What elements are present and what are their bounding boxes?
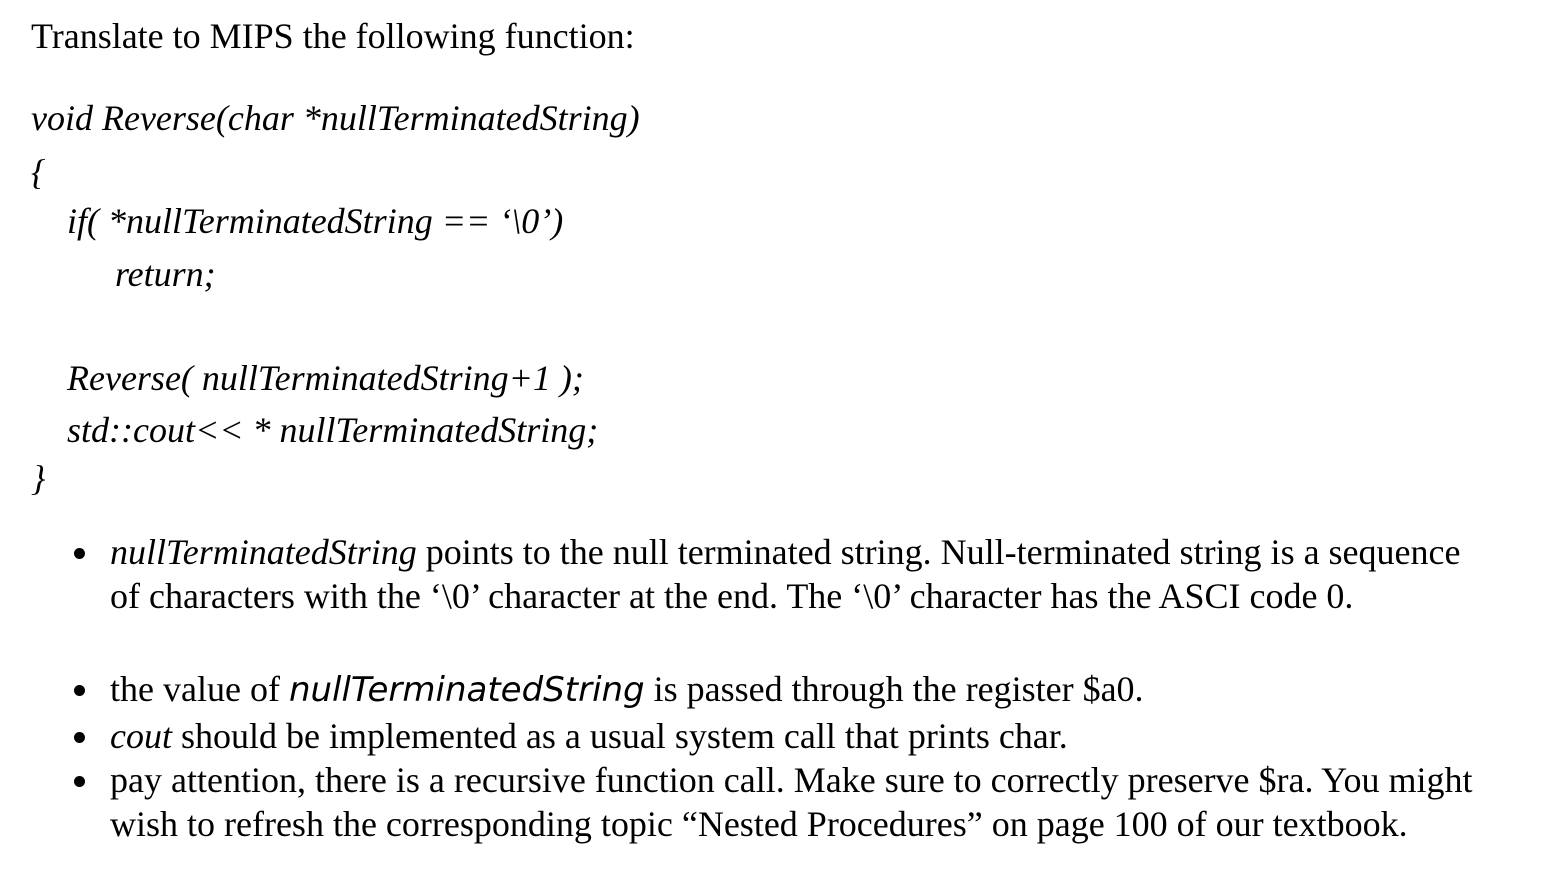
code-line-recursive-call: Reverse( nullTerminatedString+1 ); [67, 358, 584, 398]
bullet-suffix: is passed through the register $a0. [644, 669, 1144, 709]
bullet-body: points to the null terminated string. Null-terminated string is a sequence of characters with the ‘\0’ character at the end. The ‘\0’ character has the ASCI code 0. [110, 532, 1461, 616]
bullet-term: cout [110, 716, 172, 756]
bullet-body: should be implemented as a usual system call that prints char. [171, 716, 1068, 756]
bullet-text: pay attention, there is a recursive function call. Make sure to correctly preserve $ra. You might wish to refresh the corresponding topic “Nested Procedures” on page 100 of our textbook. [110, 760, 1473, 844]
bullet-text [110, 667, 1490, 712]
bullet-prefix: the value of [110, 669, 289, 709]
code-line-close-brace: } [31, 458, 46, 498]
heading: Translate to MIPS the following function: [31, 16, 635, 56]
code-line-cout: std::cout<< * nullTerminatedString; [67, 410, 599, 450]
bullet-dot-icon [74, 732, 85, 743]
bullet-dot-icon [74, 776, 85, 787]
bullet-dot-icon [74, 548, 85, 559]
bullet-dot-icon [74, 685, 85, 696]
bullet-term: nullTerminatedString [288, 670, 645, 710]
code-line-signature: void Reverse(char *nullTerminatedString) [31, 98, 640, 138]
code-line-open-brace: { [31, 152, 46, 192]
bullet-term: nullTerminatedString [110, 532, 417, 572]
bullet-text [110, 530, 1490, 618]
bullet-text [110, 714, 1490, 758]
code-line-if: if( *nullTerminatedString == ‘\0’) [67, 201, 564, 241]
code-line-return: return; [115, 254, 216, 294]
